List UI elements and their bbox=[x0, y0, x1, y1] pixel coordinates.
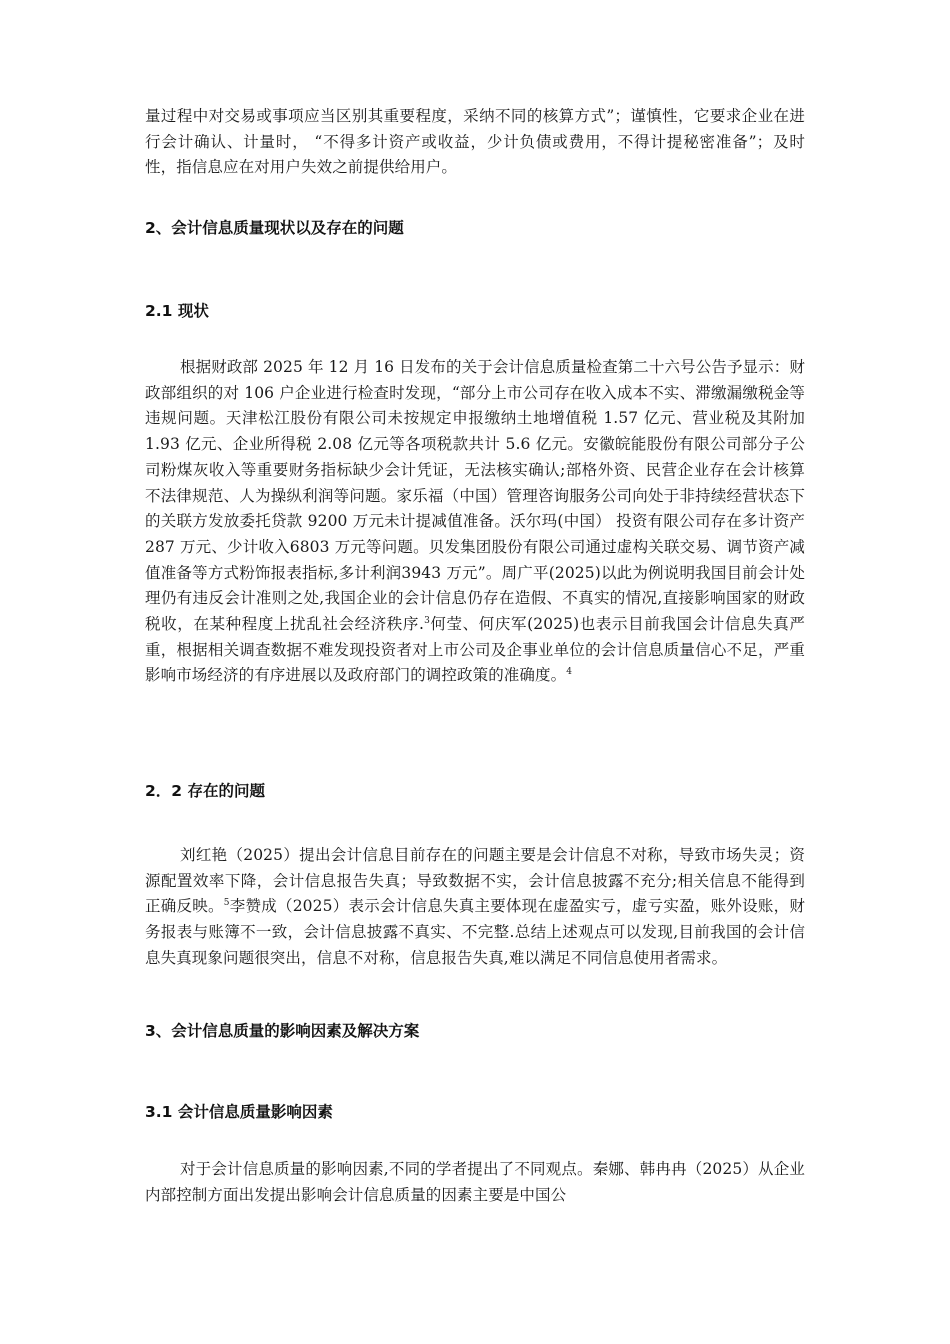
problems-paragraph bbox=[145, 843, 805, 972]
intro-text: 量过程中对交易或事项应当区别其重要程度，采纳不同的核算方式”；谨慎性，它要求企业在进行会计确认、计量时， “不得多计资产或收益，少计负债或费用，不得计提秘密准备”；及时性，指信息应在对用户失效之前提供给用户。 bbox=[145, 107, 805, 177]
intro-paragraph bbox=[145, 104, 805, 181]
section-heading-3: 3、会计信息质量的影响因素及解决方案 bbox=[145, 1022, 420, 1040]
footnote-ref-3: 3 bbox=[424, 615, 430, 626]
subsection-heading-3-1: 3.1 会计信息质量影响因素 bbox=[145, 1103, 333, 1121]
subsection-heading-2-1: 2.1 现状 bbox=[145, 302, 209, 320]
factors-text: 对于会计信息质量的影响因素,不同的学者提出了不同观点。秦娜、韩冉冉（2025）从企业内部控制方面出发提出影响会计信息质量的因素主要是中国公 bbox=[145, 1160, 805, 1204]
footnote-ref-4: 4 bbox=[566, 667, 573, 678]
status-paragraph bbox=[145, 355, 805, 689]
problems-text-part2: 李赞成（2025）表示会计信息失真主要体现在虚盈实亏，虚亏实盈，账外设账，财务报表与账簿不一致，会计信息披露不真实、不完整.总结上述观点可以发现,目前我国的会计信息失真现象问题很突出，信息不对称，信息报告失真,难以满足不同信息使用者需求。 bbox=[145, 897, 805, 967]
problems-text-part1: 刘红艳（2025）提出会计信息目前存在的问题主要是会计信息不对称，导致市场失灵；资源配置效率下降，会计信息报告失真；导致数据不实，会计信息披露不充分;相关信息不能得到正确反映。 bbox=[145, 846, 805, 916]
subsection-heading-2-2: 2．2 存在的问题 bbox=[145, 782, 265, 800]
section-heading-2: 2、会计信息质量现状以及存在的问题 bbox=[145, 219, 404, 237]
status-text-part2: 何莹、何庆军(2025)也表示目前我国会计信息失真严重，根据相关调查数据不难发现投资者对上市公司及企事业单位的会计信息质量信心不足，严重影响市场经济的有序进展以及政府部门的调控政策的准确度。 bbox=[145, 615, 805, 685]
status-text-part1: 根据财政部 2025 年 12 月 16 日发布的关于会计信息质量检查第二十六号公告予显示：财政部组织的对 106 户企业进行检查时发现，“部分上市公司存在收入成本不实、滞缴漏缴税金等违规问题。天津松江股份有限公司未按规定申报缴纳土地增值税 1.57 亿元、营业税及其附加1.93 亿元、企业所得税 2.08 亿元等各项税款共计 5.6 亿元。安徽皖能股份有限公司部分子公司粉煤灰收入等重要财务指标缺少会计凭证，无法核实确认;部格外资、民营企业存在会计核算不法律规范、人为操纵利润等问题。家乐福（中国）管理咨询服务公司向处于非持续经营状态下的关联方发放委托贷款 9200 万元未计提减值准备。沃尔玛(中国） 投资有限公司存在多计资产 287 万元、少计收入6803 万元等问题。贝发集团股份有限公司通过虚构关联交易、调节资产减值准备等方式粉饰报表指标,多计利润3943 万元”。周广平(2025)以此为例说明我国目前会计处理仍有违反会计准则之处,我国企业的会计信息仍存在造假、不真实的情况,直接影响国家的财政税收，在某种程度上扰乱社会经济秩序. bbox=[145, 358, 805, 634]
footnote-ref-5: 5 bbox=[223, 898, 230, 909]
factors-paragraph bbox=[145, 1157, 805, 1208]
